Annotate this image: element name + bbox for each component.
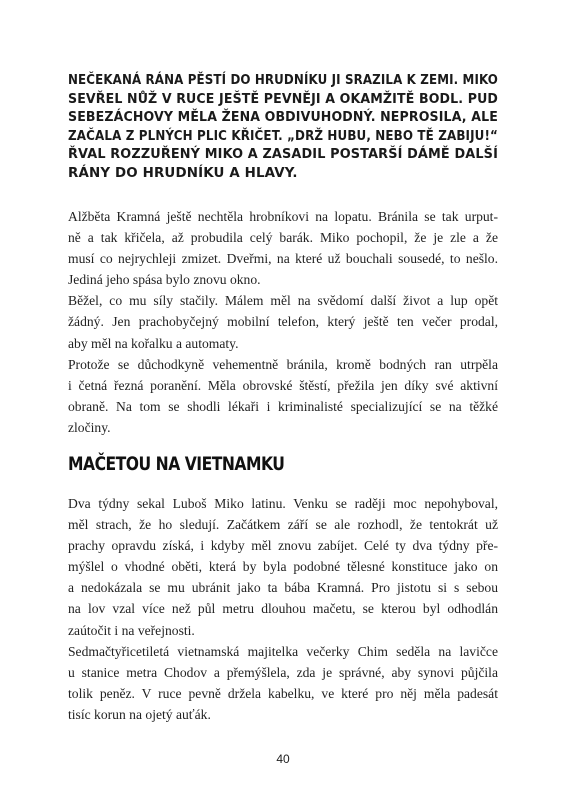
- body-line: Protože se důchodkyně vehementně bránila, kromě bodných ran utrpěla: [68, 356, 498, 372]
- body-line: na lov vzal více než půl metru dlouhou mačetu, se kterou byl odhodlán: [68, 601, 498, 617]
- body-line: musí co nejrychleji zmizet. Dveřmi, na které už bouchali sousedé, to nešlo.: [68, 251, 498, 267]
- lead-line: NEČEKANÁ RÁNA PĚSTÍ DO HRUDNÍKU JI SRAZILA K ZEMI. MIKO: [68, 73, 498, 88]
- body-section-2: [68, 493, 498, 725]
- body-line: měl strach, že ho sledují. Začátkem září se ale rozhodl, že tentokrát už: [68, 517, 498, 533]
- body-line: aby měl na kořalku a automaty.: [68, 335, 239, 351]
- body-line: obraně. Na tom se shodli lékaři i kriminalisté specializující se na těžké: [68, 398, 498, 414]
- body-line: Sedmačtyřicetiletá vietnamská majitelka večerky Chim seděla na lavičce: [68, 643, 498, 659]
- body-line: Alžběta Kramná ještě nechtěla hrobníkovi na lopatu. Bránila se tak urput-: [68, 209, 498, 224]
- body-line: a nedokázala se mu ubránit jako ta bába Kramná. Pro jistotu si s sebou: [68, 580, 498, 596]
- body-line: žádný. Jen prachobyčejný mobilní telefon, který ještě ten večer prodal,: [68, 314, 498, 330]
- lead-line: ZAČALA Z PLNÝCH PLIC KŘIČET. „DRŽ HUBU, NEBO TĚ ZABIJU!“: [68, 128, 498, 144]
- body-line: ně a tak křičela, až probudila celý barák. Miko pochopil, že je zle a že: [68, 230, 498, 246]
- body-line: prachy opravdu získá, i kdyby měl znovu zabíjet. Celé ty dva týdny pře-: [68, 538, 498, 554]
- body-line: zaútočit i na veřejnosti.: [68, 622, 195, 638]
- body-section-1: [68, 206, 498, 438]
- body-line: tolik peněz. V ruce pevně držela kabelku, ve které pro něj měla padesát: [68, 685, 498, 701]
- book-page: [68, 0, 498, 800]
- body-line: zločiny.: [68, 419, 111, 435]
- lead-line: SEVŘEL NŮŽ V RUCE JEŠTĚ PEVNĚJI A OKAMŽITĚ BODL. PUD: [68, 91, 498, 107]
- body-line: i četná řezná poranění. Měla obrovské štěstí, přežila jen díky své aktivní: [68, 377, 498, 393]
- body-line: mýšlel o vhodné oběti, která by byla podobné tělesné konstituce jako on: [68, 559, 498, 575]
- page-number: 40: [276, 752, 290, 766]
- lead-line: SEBEZÁCHOVY MĚLA ŽENA OBDIVUHODNÝ. NEPROSILA, ALE: [68, 110, 498, 126]
- section-heading: MAČETOU NA VIETNAMKU: [68, 453, 285, 475]
- body-line: Jediná jeho spása bylo znovu okno.: [68, 272, 261, 288]
- body-line: Dva týdny sekal Luboš Miko latinu. Venku se raději moc nepohyboval,: [68, 496, 498, 511]
- lead-paragraph: [68, 72, 498, 184]
- body-line: Běžel, co mu síly stačily. Málem měl na svědomí další život a lup opět: [68, 293, 498, 309]
- body-line: tisíc korun na ojetý auťák.: [68, 706, 211, 722]
- body-line: u stanice metra Chodov a přemýšlela, zda je správné, aby synovi půjčila: [68, 664, 498, 680]
- lead-line: RÁNY DO HRUDNÍKU A HLAVY.: [68, 165, 298, 181]
- lead-line: ŘVAL ROZZUŘENÝ MIKO A ZASADIL POSTARŠÍ DÁMĚ DALŠÍ: [68, 147, 498, 163]
